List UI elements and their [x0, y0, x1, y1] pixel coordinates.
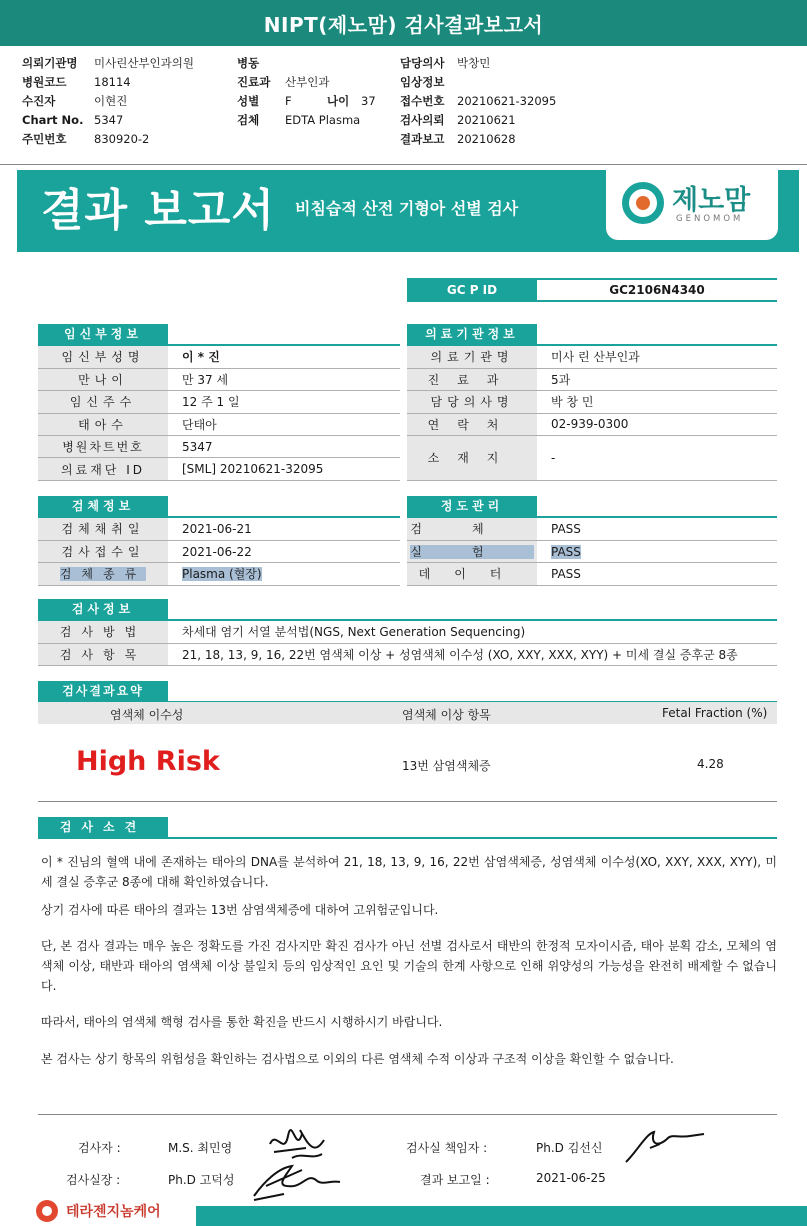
label-age: 나이: [327, 94, 350, 108]
pregnant-foundation-id-value: [SML] 20210621-32095: [168, 458, 400, 480]
pregnant-fetus-value: 단태아: [168, 413, 400, 435]
label-patient: 수진자: [22, 94, 56, 108]
test-key: 검사항목: [38, 643, 168, 665]
banner-title: 결과 보고서: [41, 185, 275, 236]
label-resident-no: 주민번호: [22, 132, 67, 146]
section-pregnant-heading: 임신부정보: [38, 324, 168, 344]
findings-paragraph-1: 이 * 진님의 혈액 내에 존재하는 태아의 DNA를 분석하여 21, 18, 13, 9, 16, 22번 삼염색체증, 성염색체 이수성(XO, XXY, XXX, XYY), 미세 결실 증후군 8종에 대해 확인하였습니다.: [41, 855, 777, 889]
institution-key: 의료기관명: [407, 346, 537, 368]
value-chart-no: 5347: [94, 113, 124, 127]
table-row: [38, 346, 400, 368]
pregnant-key: 임신주수: [38, 391, 168, 413]
value-hospital-code: 18114: [94, 75, 131, 89]
pregnant-key: 만나이: [38, 368, 168, 390]
test-key: 검사방법: [38, 621, 168, 643]
value-resident-no: 830920-2: [94, 132, 150, 146]
table-row: [38, 413, 400, 435]
label-sex: 성별: [237, 94, 260, 108]
label-ward: 병동: [237, 56, 260, 70]
terragen-mark-icon: [34, 1198, 62, 1224]
qc-key: 데이터: [407, 563, 537, 585]
summary-col-aneuploidy: 염색체 이수성: [110, 708, 184, 722]
qc-experiment-value: PASS: [551, 544, 581, 559]
findings-paragraph-3: 단, 본 검사 결과는 매우 높은 정확도를 가진 검사지만 확진 검사가 아닌 선별 검사로서 태반의 한정적 모자이시즘, 태아 분획 감소, 모체의 염색체 이상, 태반과 태아의 염색체 이상 불일치 등의 임상적인 요인 및 기술의 한계 사항으로 인해 위양성의 가능성을 완전히 배제할 수 없습니다.: [41, 939, 777, 993]
room-head-signature-icon: [620, 1122, 710, 1168]
signature-divider: [38, 1114, 777, 1115]
table-row: [407, 436, 777, 481]
institution-key: 진료과: [407, 368, 537, 390]
findings-paragraph-2: 상기 검사에 따른 태아의 결과는 13번 삼염색체증에 대하여 고위험군입니다.: [41, 903, 439, 917]
specimen-key: 검체채취일: [38, 518, 168, 540]
findings-paragraph-4: 따라서, 태아의 염색체 핵형 검사를 통한 확진을 반드시 시행하시기 바랍니다.: [41, 1015, 443, 1029]
institution-phone-value: 02-939-0300: [537, 413, 777, 435]
summary-col-abnormal-item: 염색체 이상 항목: [402, 708, 491, 722]
table-row: [407, 518, 777, 540]
genomom-logo: [606, 170, 778, 240]
report-date-label: 결과 보고일 :: [420, 1173, 490, 1187]
test-items-value: 21, 18, 13, 9, 16, 22번 염색체 이상 + 성염색체 이수성 (XO, XXY, XXX, XYY) + 미세 결실 증후군 8종: [168, 643, 777, 665]
institution-address-value: -: [537, 436, 777, 481]
table-row: [38, 563, 400, 585]
pregnant-name-value: 이 * 진: [168, 346, 400, 368]
header-divider: [0, 164, 807, 165]
value-specimen: EDTA Plasma: [285, 113, 361, 127]
institution-key: 소재지: [407, 436, 537, 481]
value-sex: F: [285, 94, 292, 108]
banner-subtitle: 비침습적 산전 기형아 선별 검사: [295, 199, 519, 218]
section-summary-heading: 검사결과요약: [38, 681, 168, 701]
value-department: 산부인과: [285, 75, 330, 89]
specimen-collect-value: 2021-06-21: [168, 518, 400, 540]
table-row: [407, 563, 777, 585]
label-receipt-no: 접수번호: [400, 94, 445, 108]
header-col-1: [22, 54, 194, 149]
label-clinical-info: 임상정보: [400, 75, 445, 89]
section-institution-heading: 의료기관정보: [407, 324, 537, 344]
pregnant-chart-value: 5347: [168, 436, 400, 458]
qc-specimen-value: PASS: [537, 518, 777, 540]
pregnant-table: [38, 346, 400, 481]
summary-col-fetal-fraction: Fetal Fraction (%): [662, 706, 768, 720]
pregnant-key: 병원차트번호: [38, 436, 168, 458]
value-request-date: 20210621: [457, 113, 516, 127]
specimen-key: 검사접수일: [38, 540, 168, 562]
room-head-name: Ph.D 김선신: [536, 1141, 603, 1155]
institution-key: 담당의사명: [407, 391, 537, 413]
specimen-table: [38, 518, 400, 586]
section-qc-heading: 정도관리: [407, 496, 537, 516]
section-test-heading: 검사정보: [38, 599, 168, 619]
tester-label: 검사자 :: [78, 1141, 121, 1155]
institution-dept-value: 5과: [537, 368, 777, 390]
section-findings-rule: [38, 837, 777, 839]
summary-fetal-fraction-value: 4.28: [697, 757, 724, 771]
table-row: [38, 368, 400, 390]
test-table: [38, 621, 777, 666]
label-institution: 의뢰기관명: [22, 56, 78, 70]
pregnant-key: 의료재단 ID: [38, 458, 168, 480]
table-row: [38, 621, 777, 643]
qc-data-value: PASS: [537, 563, 777, 585]
section-specimen-heading: 검체정보: [38, 496, 168, 516]
header-col-2: [237, 54, 376, 130]
table-row: [38, 518, 400, 540]
institution-name-value: 미사 린 산부인과: [537, 346, 777, 368]
specimen-receipt-value: 2021-06-22: [168, 540, 400, 562]
summary-abnormal-item-value: 13번 삼염색체증: [402, 759, 491, 773]
table-row: [38, 540, 400, 562]
pregnant-weeks-value: 12 주 1 일: [168, 391, 400, 413]
report-header: [0, 52, 807, 162]
pregnant-age-value: 만 37 세: [168, 368, 400, 390]
risk-result: High Risk: [76, 746, 220, 777]
table-row: [38, 436, 400, 458]
institution-doctor-value: 박 창 민: [537, 391, 777, 413]
logo-name: 제노맘: [672, 185, 751, 216]
qc-table: [407, 518, 777, 586]
report-title: NIPT(제노맘) 검사결과보고서: [0, 0, 807, 46]
terragen-company-name: 테라젠지놈케어: [66, 1204, 161, 1220]
value-receipt-no: 20210621-32095: [457, 94, 557, 108]
report-date-value: 2021-06-25: [536, 1171, 606, 1185]
table-row: [407, 540, 777, 562]
gcp-id-label: GC P ID: [407, 280, 537, 300]
table-row: [407, 368, 777, 390]
findings-paragraph-5: 본 검사는 상기 항목의 위험성을 확인하는 검사법으로 이외의 다른 염색체 수적 이상과 구조적 이상을 확인할 수 없습니다.: [41, 1052, 674, 1066]
footer-bar: [196, 1206, 807, 1226]
summary-header-row: [38, 702, 777, 724]
lab-head-name: Ph.D 고덕성: [168, 1173, 235, 1187]
qc-experiment-key: 실험: [410, 545, 534, 560]
lab-head-signature-icon: [244, 1156, 344, 1204]
table-row: [38, 391, 400, 413]
label-hospital-code: 병원코드: [22, 75, 67, 89]
institution-table: [407, 346, 777, 481]
pregnant-key: 태아수: [38, 413, 168, 435]
specimen-type-value: Plasma (혈장): [182, 567, 262, 582]
value-doctor: 박창민: [457, 56, 491, 70]
label-report-date: 결과보고: [400, 132, 445, 146]
label-doctor: 담당의사: [400, 56, 445, 70]
lab-head-label: 검사실장 :: [66, 1173, 121, 1187]
table-row: [407, 413, 777, 435]
value-age: 37: [361, 94, 376, 108]
tester-name: M.S. 최민영: [168, 1141, 233, 1155]
table-row: [38, 643, 777, 665]
logo-subtext: GENOMOM: [676, 214, 744, 224]
table-row: [407, 346, 777, 368]
table-row: [407, 391, 777, 413]
logo-dot-icon: [636, 196, 650, 210]
summary-value-row: [38, 724, 777, 802]
value-patient: 이현진: [94, 94, 128, 108]
header-col-3: [400, 54, 556, 149]
result-banner: [17, 170, 799, 252]
qc-key: 검체: [407, 518, 537, 540]
section-findings-heading: 검사소견: [38, 817, 168, 837]
specimen-type-key: 검체종류: [59, 567, 147, 582]
table-row: [38, 458, 400, 480]
value-report-date: 20210628: [457, 132, 516, 146]
label-request-date: 검사의뢰: [400, 113, 445, 127]
label-department: 진료과: [237, 75, 271, 89]
label-chart-no: Chart No.: [22, 113, 84, 127]
label-specimen: 검체: [237, 113, 260, 127]
room-head-label: 검사실 책임자 :: [406, 1141, 488, 1155]
institution-key: 연락처: [407, 413, 537, 435]
gcp-id-row: [407, 278, 777, 302]
test-method-value: 차세대 염기 서열 분석법(NGS, Next Generation Sequencing): [168, 621, 777, 643]
terragen-logo: [34, 1197, 184, 1225]
pregnant-key: 임신부성명: [38, 346, 168, 368]
gcp-id-value: GC2106N4340: [609, 283, 705, 297]
value-institution: 미사린산부인과의원: [94, 56, 194, 70]
